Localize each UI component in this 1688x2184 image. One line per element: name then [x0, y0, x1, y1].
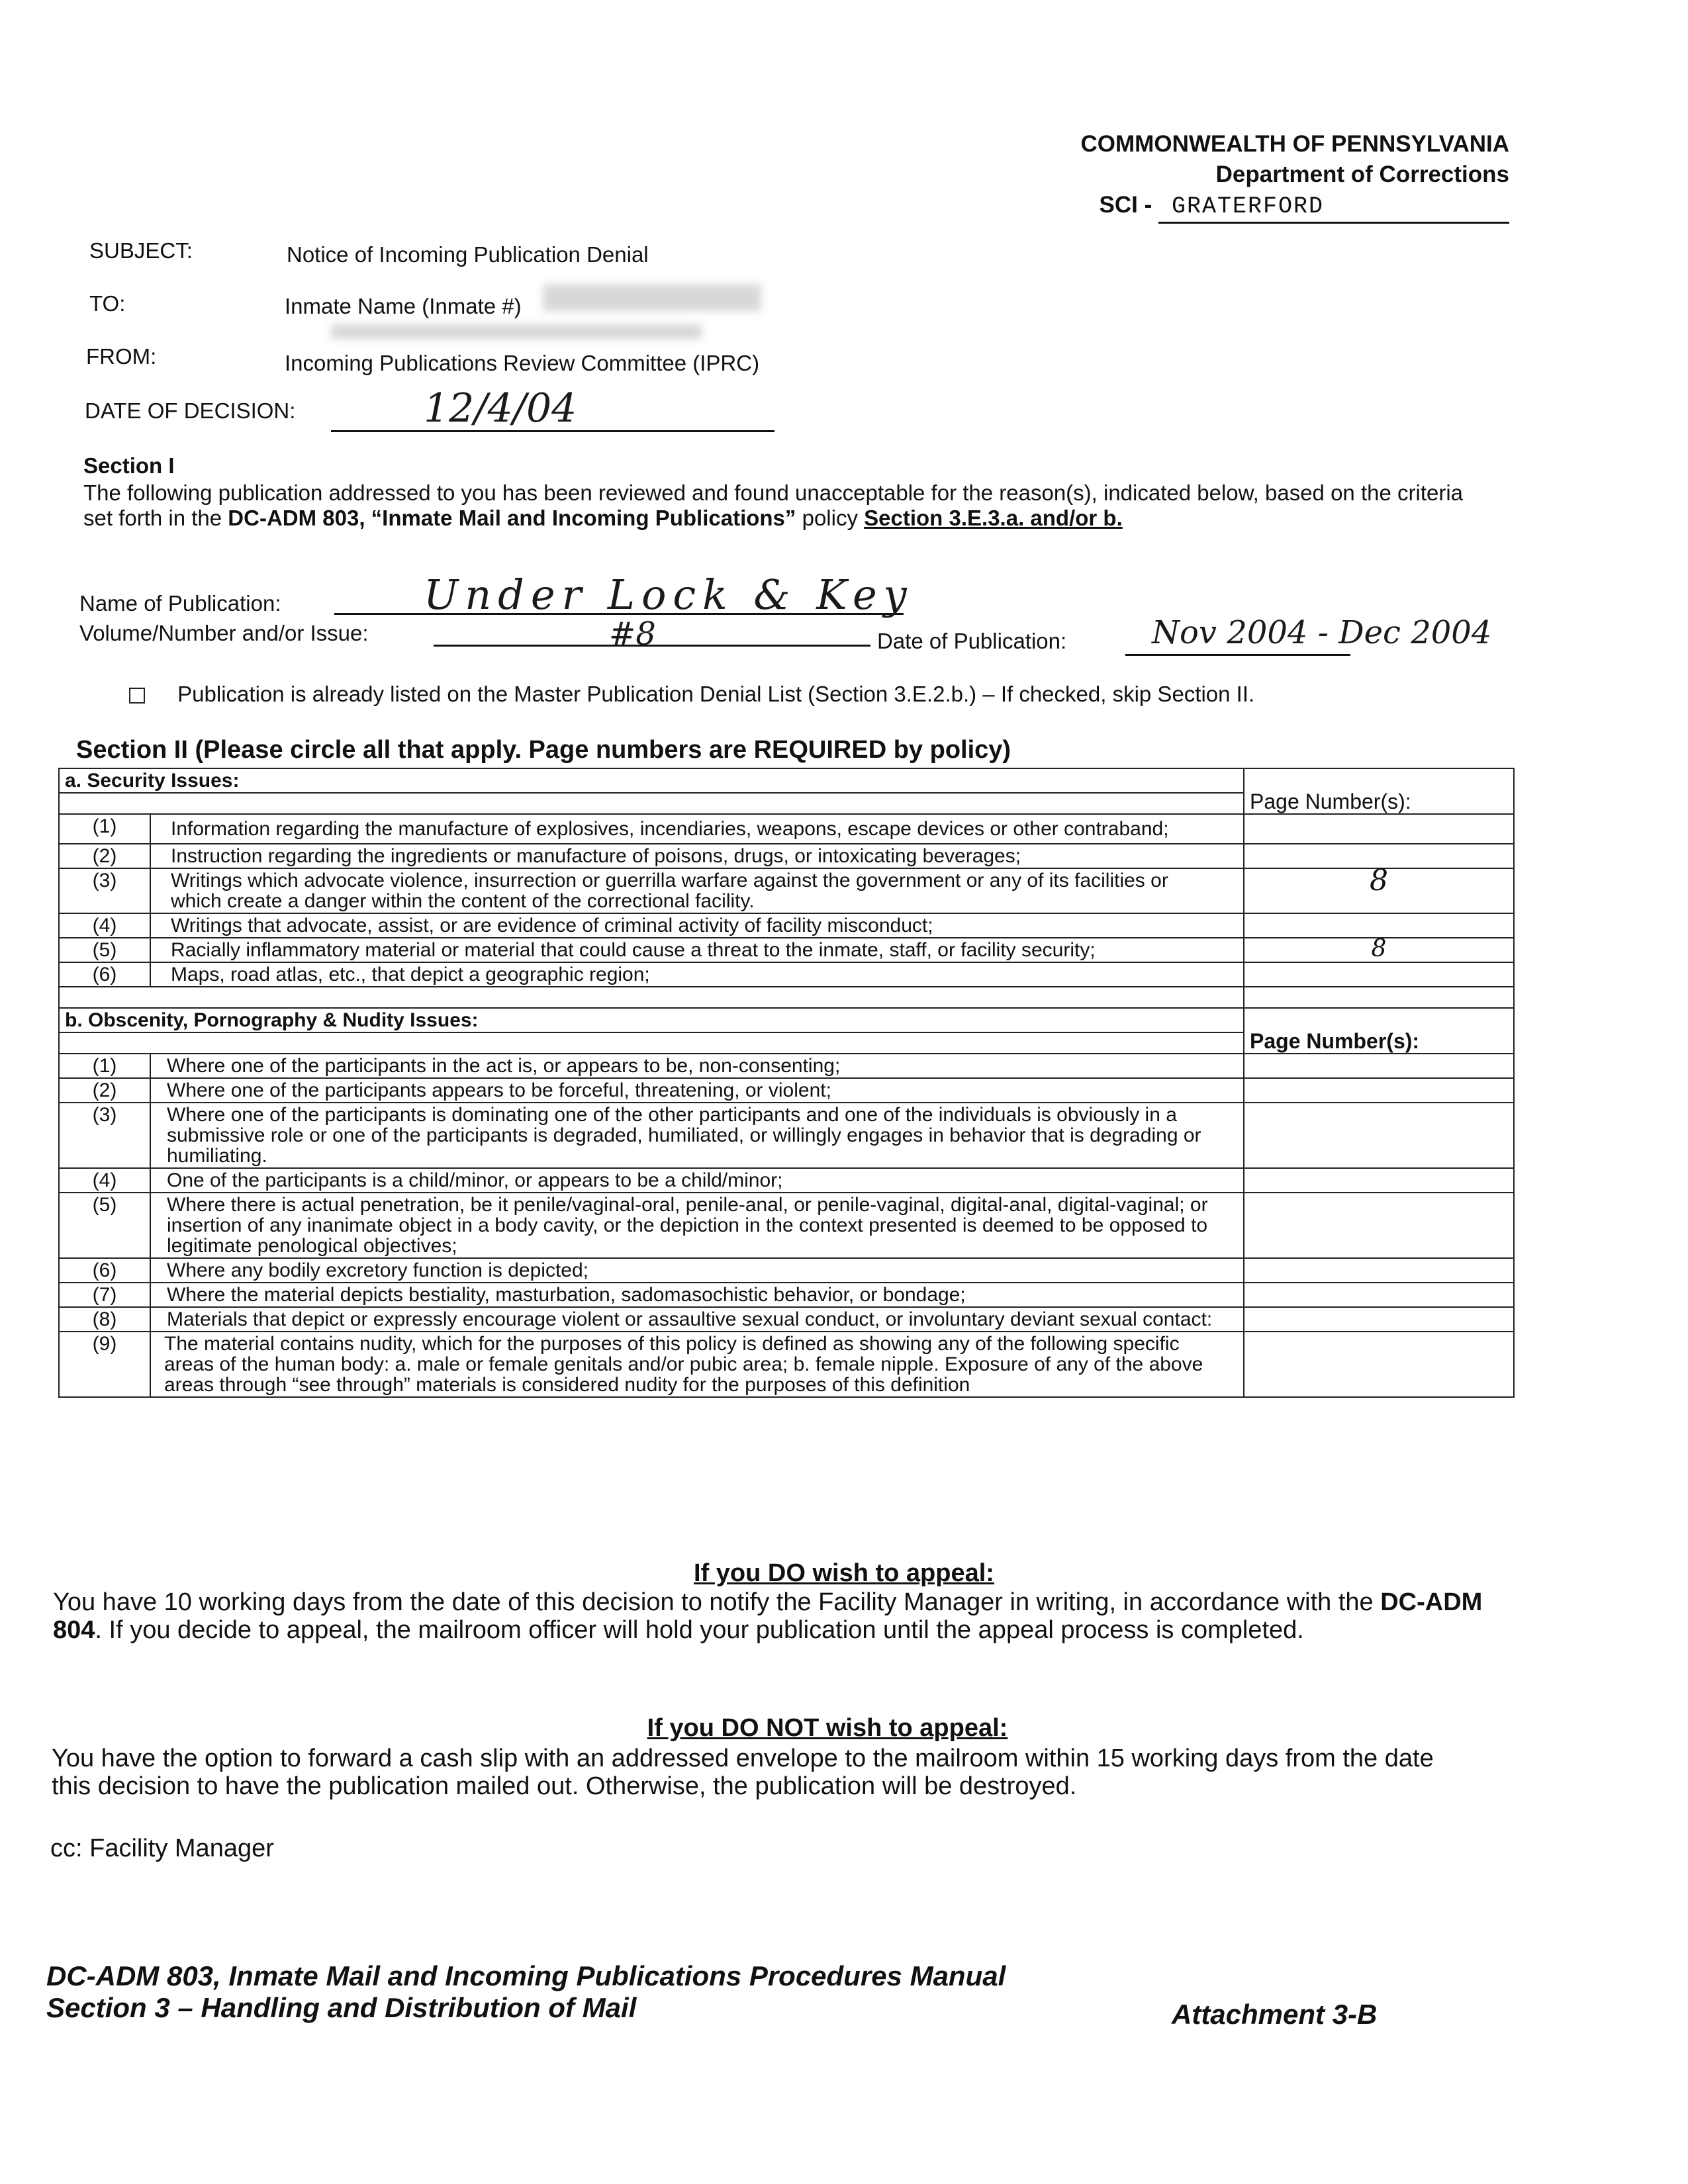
cc-line: cc: Facility Manager — [50, 1835, 274, 1862]
table-row — [59, 1307, 1514, 1332]
table-row — [59, 1078, 1514, 1103]
row-number: (7) — [59, 1283, 150, 1307]
row-number: (1) — [59, 814, 150, 844]
row-number: (5) — [59, 1193, 150, 1258]
row-text: Information regarding the manufacture of explosives, incendiaries, weapons, escape devices or other contraband; — [150, 814, 1244, 844]
section-1-section-ref: Section 3.E.3.a. and/or b. — [864, 506, 1123, 530]
master-list-checkbox[interactable] — [129, 688, 145, 704]
from-label: FROM: — [86, 344, 157, 369]
table-row — [59, 913, 1514, 938]
page-number-cell[interactable]: 8 — [1244, 868, 1514, 913]
table-row — [59, 1103, 1514, 1168]
row-number: (4) — [59, 1168, 150, 1193]
page-number-cell[interactable] — [1244, 1307, 1514, 1332]
row-number: (3) — [59, 1103, 150, 1168]
row-text: Writings which advocate violence, insurrection or guerrilla warfare against the government or any of its facilities or which create a danger within the content of the correctional facility. — [150, 868, 1244, 913]
page-number-cell[interactable] — [1244, 962, 1514, 987]
row-text: Instruction regarding the ingredients or manufacture of poisons, drugs, or intoxicating beverages; — [150, 844, 1244, 868]
department-title: Department of Corrections — [1215, 161, 1509, 187]
section-1-text-b: policy — [796, 506, 865, 530]
obscenity-page-numbers-header: Page Number(s): — [1244, 1008, 1514, 1054]
page-number-cell[interactable] — [1244, 1168, 1514, 1193]
subject-label: SUBJECT: — [89, 238, 193, 263]
volume-label: Volume/Number and/or Issue: — [79, 621, 369, 645]
row-number: (1) — [59, 1054, 150, 1078]
table-row — [59, 962, 1514, 987]
table-row — [59, 1332, 1514, 1397]
row-text: Materials that depict or expressly encourage violent or assaultive sexual conduct, or involuntary deviant sexual contact: — [150, 1307, 1244, 1332]
row-text: Where one of the participants is dominating one of the other participants and one of the individuals is obviously in a submissive role or one of the participants is degraded, humiliated, or willingly engages in behavior that is degrading or humiliating. — [150, 1103, 1244, 1168]
table-row — [59, 1283, 1514, 1307]
appeal-dont-heading: If you DO NOT wish to appeal: — [647, 1714, 1008, 1742]
page-number-cell[interactable] — [1244, 1103, 1514, 1168]
row-text: Writings that advocate, assist, or are evidence of criminal activity of facility misconduct; — [150, 913, 1244, 938]
row-text: One of the participants is a child/minor, or appears to be a child/minor; — [150, 1168, 1244, 1193]
from-value: Incoming Publications Review Committee (IPRC) — [285, 351, 760, 375]
publication-date-value: Nov 2004 - Dec 2004 — [1152, 614, 1492, 651]
sci-value: GRATERFORD — [1158, 191, 1509, 224]
appeal-do-text-b: . If you decide to appeal, the mailroom officer will hold your publication until the appeal process is completed. — [95, 1616, 1304, 1644]
section-1-text — [83, 480, 1487, 531]
row-number: (6) — [59, 1258, 150, 1283]
row-text: Where one of the participants in the act is, or appears to be, non-consenting; — [150, 1054, 1244, 1078]
table-row — [59, 868, 1514, 913]
page-number-cell[interactable] — [1244, 1054, 1514, 1078]
row-number: (4) — [59, 913, 150, 938]
master-list-checkbox-label: Publication is already listed on the Master Publication Denial List (Section 3.E.2.b.) – If checked, skip Section II. — [177, 682, 1255, 706]
appeal-dont-text: You have the option to forward a cash slip with an addressed envelope to the mailroom within 15 working days from the date this decision to have the publication mailed out. Otherwise, the publication will be destroyed. — [52, 1745, 1434, 1800]
row-number: (8) — [59, 1307, 150, 1332]
row-text: Where there is actual penetration, be it penile/vaginal-oral, penile-anal, or penile-vaginal, digital-anal, digital-vaginal; or insertion of any inanimate object in a body cavity, or the depiction in the context presented is deemed to be opposed to legitimate penological objectives; — [150, 1193, 1244, 1258]
row-text: Maps, road atlas, etc., that depict a geographic region; — [150, 962, 1244, 987]
publication-name-value: Under Lock & Key — [424, 570, 914, 619]
volume-value: #8 — [609, 615, 656, 653]
redacted-inmate-name — [543, 285, 761, 311]
security-issues-header: a. Security Issues: — [59, 768, 1244, 793]
appeal-do-heading: If you DO wish to appeal: — [694, 1559, 994, 1587]
section-1-title: Section I — [83, 453, 175, 478]
row-text: The material contains nudity, which for the purposes of this policy is defined as showing any of the following specific areas of the human body: a. male or female genitals and/or pubic area; b. female nipple. Exposure of any of the above areas through “see through” materials is considered nudity for the purposes of this definition — [150, 1332, 1244, 1397]
table-row — [59, 1168, 1514, 1193]
redacted-inmate-number — [331, 324, 702, 339]
date-of-decision-label: DATE OF DECISION: — [85, 398, 296, 423]
row-text: Racially inflammatory material or material that could cause a threat to the inmate, staff, or facility security; — [150, 938, 1244, 962]
security-page-numbers-header: Page Number(s): — [1244, 768, 1514, 814]
row-number: (5) — [59, 938, 150, 962]
section-1-policy: DC-ADM 803, “Inmate Mail and Incoming Publications” — [228, 506, 796, 530]
subject-value: Notice of Incoming Publication Denial — [287, 242, 649, 267]
row-number: (9) — [59, 1332, 150, 1397]
row-text: Where the material depicts bestiality, masturbation, sadomasochistic behavior, or bondage; — [150, 1283, 1244, 1307]
to-value: Inmate Name (Inmate #) — [285, 294, 522, 318]
obscenity-issues-header: b. Obscenity, Pornography & Nudity Issues: — [59, 1008, 1244, 1032]
to-label: TO: — [89, 291, 126, 316]
page-number-cell[interactable] — [1244, 1258, 1514, 1283]
page-number-cell[interactable] — [1244, 1332, 1514, 1397]
sci-label: SCI - — [1099, 192, 1152, 218]
sci-line — [781, 190, 1509, 224]
page-number-cell[interactable] — [1244, 814, 1514, 844]
table-row — [59, 1193, 1514, 1258]
row-text: Where one of the participants appears to be forceful, threatening, or violent; — [150, 1078, 1244, 1103]
appeal-do-policy: DC-ADM 804 — [53, 1588, 1483, 1644]
page-number-cell[interactable] — [1244, 1078, 1514, 1103]
table-row — [59, 844, 1514, 868]
row-number: (2) — [59, 1078, 150, 1103]
table-row — [59, 1054, 1514, 1078]
appeal-do-text-a: You have 10 working days from the date of this decision to notify the Facility Manager in writing, in accordance with the — [53, 1588, 1381, 1616]
page-number-cell[interactable] — [1244, 1283, 1514, 1307]
table-row — [59, 814, 1514, 844]
agency-header — [781, 129, 1509, 224]
page-number-cell[interactable]: 8 — [1244, 938, 1514, 962]
table-row — [59, 1258, 1514, 1283]
commonwealth-title: COMMONWEALTH OF PENNSYLVANIA — [1080, 131, 1509, 157]
footer-section-title: Section 3 – Handling and Distribution of Mail — [46, 1992, 637, 2023]
footer-attachment: Attachment 3-B — [1172, 1999, 1378, 2030]
security-issues-table — [58, 768, 1515, 1398]
footer-manual-title: DC-ADM 803, Inmate Mail and Incoming Publications Procedures Manual — [46, 1960, 1006, 1991]
row-number: (2) — [59, 844, 150, 868]
section-1-text-a: The following publication addressed to you has been reviewed and found unacceptable for the reason(s), indicated below, based on the criteria set forth in the — [83, 480, 1464, 530]
row-number: (6) — [59, 962, 150, 987]
appeal-do-text — [53, 1588, 1509, 1644]
page-number-cell[interactable] — [1244, 913, 1514, 938]
date-of-decision-value: 12/4/04 — [424, 385, 577, 432]
row-text: Where any bodily excretory function is depicted; — [150, 1258, 1244, 1283]
table-row — [59, 938, 1514, 962]
section-2-title: Section II (Please circle all that apply. Page numbers are REQUIRED by policy) — [76, 736, 1011, 764]
page-number-cell[interactable] — [1244, 1193, 1514, 1258]
row-number: (3) — [59, 868, 150, 913]
publication-name-label: Name of Publication: — [79, 591, 281, 615]
publication-date-label: Date of Publication: — [877, 629, 1067, 653]
master-list-checkbox-row — [129, 682, 1254, 707]
